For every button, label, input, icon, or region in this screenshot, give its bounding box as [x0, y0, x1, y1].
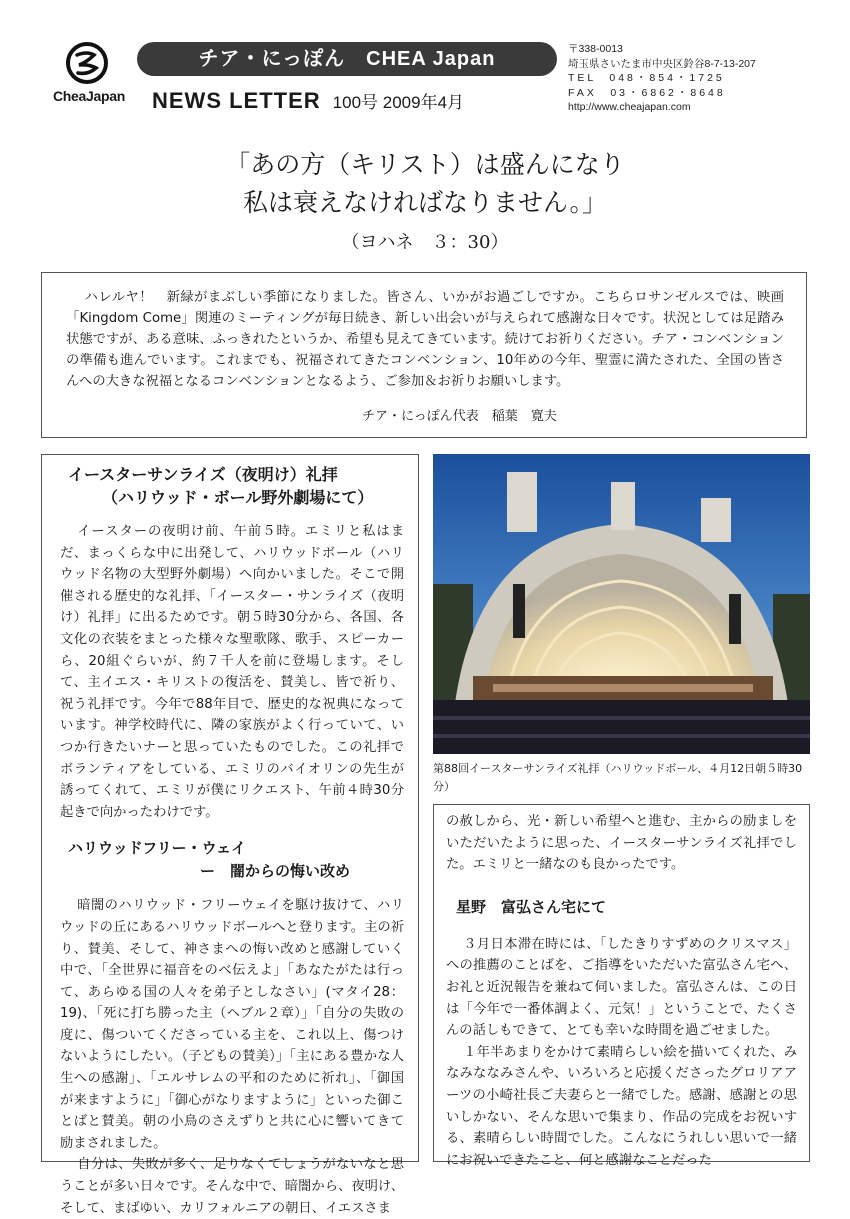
issue-info: 100号 2009年4月 [332, 93, 465, 112]
article2-continuation: の赦しから、光・新しい希望へと進む、主からの励ましをいただいたように思った、イースターサンライズ礼拝でした。エミリと一緒なのも良かったです。 [446, 814, 797, 873]
verse-line-2: 私は衰えなければなりません。」 [242, 188, 607, 217]
article1-title-line1: イースターサンライズ（夜明け）礼拝 [68, 465, 338, 484]
hollywood-bowl-photo [433, 454, 810, 754]
telephone: TEL 048・854・1725 [568, 72, 725, 84]
photo-illustration [433, 454, 810, 754]
article1-body: イースターの夜明け前、午前５時。エミリと私はまだ、まっくらな中に出発して、ハリウッドボール（ハリウッド名物の大型野外劇場）へ向かいました。そこで開催される歴史的な礼拝、「イースター・サンライズ（夜明け）礼拝」に出るためです。朝５時30分から、各国、各文化の衣装をまとった様々な聖歌隊、歌手、スピーカーら、20組ぐらいが、約７千人を前に登場します。そして、主イエス・キリストの復活を、賛美し、皆で祈り、祝う礼拝です。今年で88年目で、歴史的な祝典になっています。神学校時代に、隣の家族がよく行っていて、いつか行きたいナーと思っていたものでした。この礼拝でボランティアをしている、エミリのバイオリンの先生が誘ってくれて、エミリが僕にリクエスト、午前４時30分起きで向かったわけです。 [60, 524, 404, 820]
logo-mark-icon [60, 42, 114, 86]
street-address: 埼玉県さいたま市中央区鈴谷8-7-13-207 [568, 57, 756, 70]
greeting-text: ハレルヤ！ 新緑がまぶしい季節になりました。皆さん、いかがお過ごしですか。こちらロサンゼルスでは、映画「Kingdom Come」関連のミーティングが毎日続き、新しい出会いが与えられて感謝な日々です。状況としては足踏み状態ですが、ある意味、ふっきれたというか、希望も見えてきています。続けてお祈りください。チア・コンベンションの準備も進んでいます。これまでも、祝福されてきたコンベンション、10年めの今年、聖霊に満たされた、全国の皆さんへの大きな祝福となるコンベンションとなるよう、ご参加＆お祈りお願いします。 [66, 290, 784, 389]
newsletter-heading [152, 88, 464, 114]
postal-code: 〒338-0013 [568, 43, 623, 55]
fax: FAX 03・6862・8648 [568, 86, 726, 99]
article2-title-line2: ー 闇からの悔い改め [200, 862, 351, 881]
article-right-column [433, 804, 810, 1168]
verse-line-1: 「あの方（キリスト）は盛んになり [225, 150, 625, 179]
photo-caption: 第88回イースターサンライズ礼拝（ハリウッドボール、４月12日朝５時30分） [433, 762, 803, 793]
article-left-column [41, 454, 419, 1216]
contact-info [568, 42, 756, 115]
article3-para1: ３月日本滞在時には、「したきりすずめのクリスマス」への推薦のことばを、ご指導をいただいた富弘さん宅へ、お礼と近況報告を兼ねて伺いました。富弘さんは、この日は「今年で一番体調よく、元気！」ということで、たくさんの話しもできて、とても幸いな時間を過ごせました。 [446, 936, 797, 1039]
greeting-signature: チア・にっぽん代表 稲葉 寛夫 [362, 409, 557, 424]
article2-title-line1: ハリウッドフリー・ウェイ [68, 839, 247, 858]
scripture-verse [0, 146, 850, 258]
chea-japan-logo [44, 42, 130, 112]
newsletter-label: NEWS LETTER [152, 88, 321, 113]
logo-text: CheaJapan [53, 88, 125, 104]
verse-reference: （ヨハネ ３：30） [341, 232, 509, 253]
article2-heading [60, 837, 404, 883]
article3-para2: １年半あまりをかけて素晴らしい絵を描いてくれた、みなみななみさんや、いろいろと応援くださったグロリアアーツの小崎社長ご夫妻らと一緒でした。感謝、感謝との思いしかない、そんな思いで集まり、作品の完成をお祝いする、素晴らしい時間でした。こんなにうれしい思いで一緒にお祝いできたこと、何と感謝なことだった [446, 1044, 797, 1168]
article2-para1: 暗闇のハリウッド・フリーウェイを駆け抜けて、ハリウッドの丘にあるハリウッドボールへと登ります。主の祈り、賛美、そして、神さまへの悔い改めと感謝していく中で、「全世界に福音をのべ伝えよ」「あなたがたは行って、あらゆる国の人々を弟子としなさい」(マタイ28：19)、「死に打ち勝った主（ヘブル２章）」「自分の失敗の度に、傷ついてくださっている主を、これ以上、傷つけないようにしたい。（子どもの賛美）」「主にある豊かな人生への感謝」、「エルサレムの平和のために祈れ」、「御国が来ますように」「御心がなりますように」といった御ことばと賛美。朝の小鳥のさえずりと共に心に響いてきて励まされました。 [60, 898, 404, 1151]
greeting-box [41, 272, 807, 438]
website-url[interactable]: http://www.cheajapan.com [568, 101, 691, 113]
masthead-title: チア・にっぽん CHEA Japan [137, 42, 557, 76]
article3-title: 星野 富弘さん宅にて [456, 897, 607, 916]
article2-para2: 自分は、失敗が多く、足りなくてしょうがないなと思うことが多い日々です。そんな中で、暗闇から、夜明け、そして、まばゆい、カリフォルニアの朝日、イエスさま [60, 1157, 404, 1216]
article1-title-line2: （ハリウッド・ボール野外劇場にて） [102, 488, 374, 507]
